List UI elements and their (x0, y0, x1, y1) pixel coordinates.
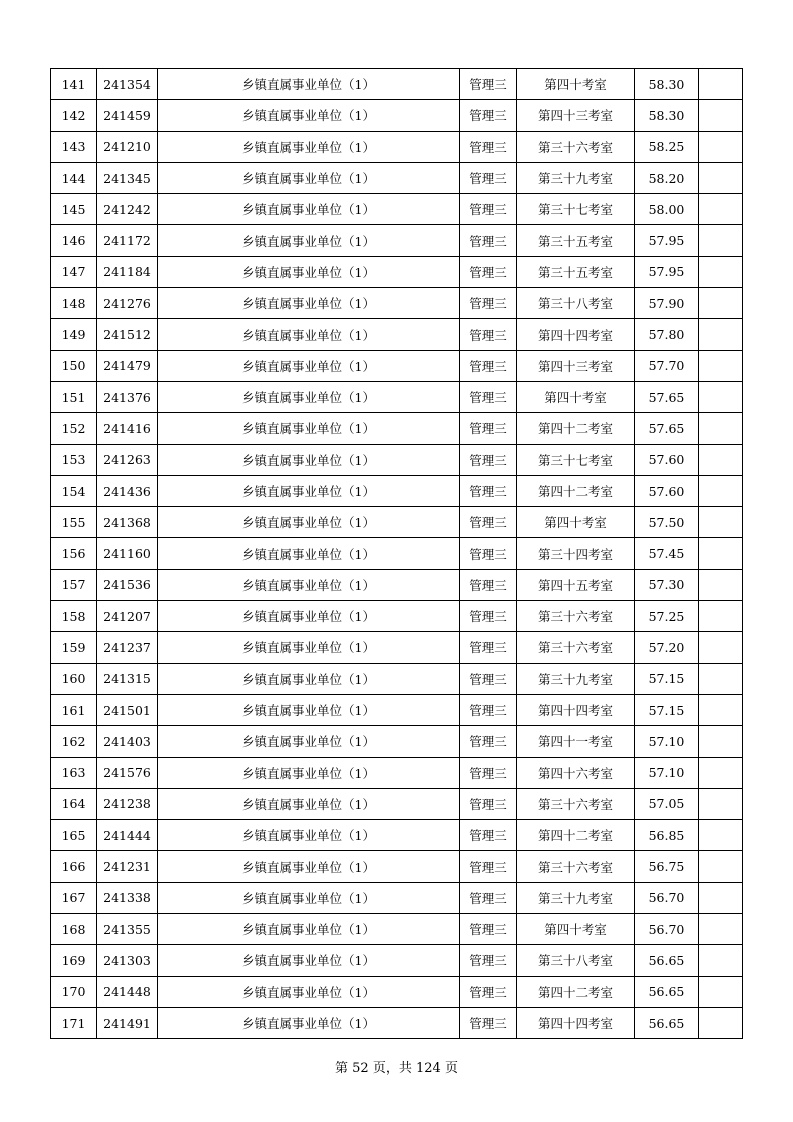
table-row (51, 601, 743, 632)
position-cell: 管理三 (460, 726, 517, 757)
score-cell: 57.10 (635, 757, 699, 788)
exam-room-cell: 第三十四考室 (517, 538, 635, 569)
unit-name-cell: 乡镇直属事业单位（1） (158, 757, 460, 788)
remark-cell (699, 694, 743, 725)
score-cell: 57.20 (635, 632, 699, 663)
score-cell: 56.65 (635, 976, 699, 1007)
table-row (51, 69, 743, 100)
row-seq-cell: 154 (51, 475, 97, 506)
score-cell: 57.70 (635, 350, 699, 381)
unit-name-cell: 乡镇直属事业单位（1） (158, 350, 460, 381)
unit-name-cell: 乡镇直属事业单位（1） (158, 444, 460, 475)
remark-cell (699, 851, 743, 882)
position-cell: 管理三 (460, 914, 517, 945)
table-row (51, 507, 743, 538)
remark-cell (699, 632, 743, 663)
exam-number-cell: 241448 (97, 976, 158, 1007)
score-cell: 56.75 (635, 851, 699, 882)
position-cell: 管理三 (460, 632, 517, 663)
exam-room-cell: 第三十九考室 (517, 663, 635, 694)
score-cell: 57.15 (635, 694, 699, 725)
row-seq-cell: 168 (51, 914, 97, 945)
table-row (51, 256, 743, 287)
exam-number-cell: 241536 (97, 569, 158, 600)
remark-cell (699, 194, 743, 225)
exam-room-cell: 第四十五考室 (517, 569, 635, 600)
exam-number-cell: 241355 (97, 914, 158, 945)
remark-cell (699, 100, 743, 131)
table-row (51, 663, 743, 694)
row-seq-cell: 155 (51, 507, 97, 538)
exam-number-cell: 241303 (97, 945, 158, 976)
position-cell: 管理三 (460, 444, 517, 475)
remark-cell (699, 663, 743, 694)
exam-number-cell: 241338 (97, 882, 158, 913)
exam-number-cell: 241403 (97, 726, 158, 757)
exam-room-cell: 第四十四考室 (517, 1007, 635, 1038)
exam-number-cell: 241479 (97, 350, 158, 381)
unit-name-cell: 乡镇直属事业单位（1） (158, 507, 460, 538)
score-cell: 57.60 (635, 444, 699, 475)
footer-suffix: 页 (444, 1061, 458, 1076)
position-cell: 管理三 (460, 788, 517, 819)
exam-number-cell: 241315 (97, 663, 158, 694)
position-cell: 管理三 (460, 288, 517, 319)
score-cell: 56.85 (635, 820, 699, 851)
row-seq-cell: 158 (51, 601, 97, 632)
score-cell: 57.65 (635, 413, 699, 444)
exam-number-cell: 241501 (97, 694, 158, 725)
remark-cell (699, 131, 743, 162)
position-cell: 管理三 (460, 162, 517, 193)
score-cell: 57.50 (635, 507, 699, 538)
position-cell: 管理三 (460, 413, 517, 444)
remark-cell (699, 914, 743, 945)
exam-room-cell: 第四十考室 (517, 914, 635, 945)
table-row (51, 788, 743, 819)
row-seq-cell: 152 (51, 413, 97, 444)
exam-room-cell: 第三十七考室 (517, 444, 635, 475)
unit-name-cell: 乡镇直属事业单位（1） (158, 475, 460, 506)
remark-cell (699, 820, 743, 851)
remark-cell (699, 225, 743, 256)
exam-number-cell: 241160 (97, 538, 158, 569)
exam-number-cell: 241238 (97, 788, 158, 819)
exam-number-cell: 241276 (97, 288, 158, 319)
score-cell: 58.25 (635, 131, 699, 162)
unit-name-cell: 乡镇直属事业单位（1） (158, 288, 460, 319)
unit-name-cell: 乡镇直属事业单位（1） (158, 381, 460, 412)
position-cell: 管理三 (460, 538, 517, 569)
unit-name-cell: 乡镇直属事业单位（1） (158, 663, 460, 694)
row-seq-cell: 142 (51, 100, 97, 131)
row-seq-cell: 146 (51, 225, 97, 256)
exam-number-cell: 241354 (97, 69, 158, 100)
exam-number-cell: 241459 (97, 100, 158, 131)
position-cell: 管理三 (460, 381, 517, 412)
unit-name-cell: 乡镇直属事业单位（1） (158, 413, 460, 444)
table-row (51, 976, 743, 1007)
exam-room-cell: 第三十九考室 (517, 162, 635, 193)
table-row (51, 726, 743, 757)
position-cell: 管理三 (460, 507, 517, 538)
score-cell: 57.95 (635, 225, 699, 256)
table-row (51, 569, 743, 600)
table-row (51, 100, 743, 131)
footer-page-number: 52 (352, 1061, 369, 1076)
position-cell: 管理三 (460, 976, 517, 1007)
table-row (51, 851, 743, 882)
exam-room-cell: 第三十五考室 (517, 225, 635, 256)
remark-cell (699, 350, 743, 381)
exam-room-cell: 第三十六考室 (517, 632, 635, 663)
score-cell: 57.05 (635, 788, 699, 819)
unit-name-cell: 乡镇直属事业单位（1） (158, 882, 460, 913)
exam-number-cell: 241184 (97, 256, 158, 287)
score-cell: 56.65 (635, 1007, 699, 1038)
remark-cell (699, 882, 743, 913)
table-row (51, 444, 743, 475)
score-cell: 56.70 (635, 882, 699, 913)
row-seq-cell: 156 (51, 538, 97, 569)
position-cell: 管理三 (460, 820, 517, 851)
unit-name-cell: 乡镇直属事业单位（1） (158, 632, 460, 663)
row-seq-cell: 153 (51, 444, 97, 475)
position-cell: 管理三 (460, 663, 517, 694)
remark-cell (699, 601, 743, 632)
exam-room-cell: 第四十考室 (517, 507, 635, 538)
score-cell: 57.30 (635, 569, 699, 600)
unit-name-cell: 乡镇直属事业单位（1） (158, 69, 460, 100)
row-seq-cell: 151 (51, 381, 97, 412)
score-cell: 57.10 (635, 726, 699, 757)
score-cell: 58.20 (635, 162, 699, 193)
table-row (51, 1007, 743, 1038)
row-seq-cell: 171 (51, 1007, 97, 1038)
position-cell: 管理三 (460, 225, 517, 256)
unit-name-cell: 乡镇直属事业单位（1） (158, 194, 460, 225)
score-cell: 57.45 (635, 538, 699, 569)
position-cell: 管理三 (460, 569, 517, 600)
score-cell: 57.15 (635, 663, 699, 694)
table-row (51, 914, 743, 945)
unit-name-cell: 乡镇直属事业单位（1） (158, 1007, 460, 1038)
remark-cell (699, 945, 743, 976)
position-cell: 管理三 (460, 851, 517, 882)
exam-room-cell: 第三十八考室 (517, 288, 635, 319)
exam-number-cell: 241172 (97, 225, 158, 256)
exam-room-cell: 第三十六考室 (517, 851, 635, 882)
exam-room-cell: 第三十九考室 (517, 882, 635, 913)
exam-room-cell: 第四十二考室 (517, 475, 635, 506)
score-cell: 57.90 (635, 288, 699, 319)
exam-room-cell: 第四十四考室 (517, 694, 635, 725)
row-seq-cell: 164 (51, 788, 97, 819)
row-seq-cell: 150 (51, 350, 97, 381)
unit-name-cell: 乡镇直属事业单位（1） (158, 726, 460, 757)
exam-number-cell: 241376 (97, 381, 158, 412)
exam-number-cell: 241207 (97, 601, 158, 632)
exam-room-cell: 第四十考室 (517, 381, 635, 412)
table-row (51, 632, 743, 663)
score-cell: 57.65 (635, 381, 699, 412)
score-cell: 57.80 (635, 319, 699, 350)
exam-room-cell: 第三十七考室 (517, 194, 635, 225)
table-row (51, 350, 743, 381)
exam-room-cell: 第四十六考室 (517, 757, 635, 788)
remark-cell (699, 381, 743, 412)
position-cell: 管理三 (460, 945, 517, 976)
score-cell: 56.65 (635, 945, 699, 976)
row-seq-cell: 165 (51, 820, 97, 851)
remark-cell (699, 507, 743, 538)
row-seq-cell: 147 (51, 256, 97, 287)
position-cell: 管理三 (460, 256, 517, 287)
row-seq-cell: 162 (51, 726, 97, 757)
exam-number-cell: 241231 (97, 851, 158, 882)
table-row (51, 694, 743, 725)
position-cell: 管理三 (460, 350, 517, 381)
position-cell: 管理三 (460, 475, 517, 506)
row-seq-cell: 145 (51, 194, 97, 225)
exam-room-cell: 第三十五考室 (517, 256, 635, 287)
unit-name-cell: 乡镇直属事业单位（1） (158, 788, 460, 819)
table-row (51, 757, 743, 788)
table-row (51, 131, 743, 162)
exam-room-cell: 第四十四考室 (517, 319, 635, 350)
table-row (51, 381, 743, 412)
row-seq-cell: 169 (51, 945, 97, 976)
footer-prefix: 第 (335, 1061, 349, 1076)
row-seq-cell: 166 (51, 851, 97, 882)
table-row (51, 194, 743, 225)
table-row (51, 882, 743, 913)
remark-cell (699, 726, 743, 757)
position-cell: 管理三 (460, 100, 517, 131)
exam-number-cell: 241512 (97, 319, 158, 350)
score-cell: 58.30 (635, 100, 699, 131)
exam-room-cell: 第三十六考室 (517, 601, 635, 632)
unit-name-cell: 乡镇直属事业单位（1） (158, 914, 460, 945)
score-cell: 57.25 (635, 601, 699, 632)
table-row (51, 288, 743, 319)
exam-room-cell: 第四十二考室 (517, 413, 635, 444)
score-cell: 58.30 (635, 69, 699, 100)
remark-cell (699, 444, 743, 475)
position-cell: 管理三 (460, 131, 517, 162)
exam-room-cell: 第四十三考室 (517, 350, 635, 381)
row-seq-cell: 163 (51, 757, 97, 788)
row-seq-cell: 143 (51, 131, 97, 162)
page-footer (0, 1057, 793, 1076)
exam-number-cell: 241444 (97, 820, 158, 851)
unit-name-cell: 乡镇直属事业单位（1） (158, 694, 460, 725)
table-row (51, 820, 743, 851)
footer-middle: 页，共 (372, 1061, 412, 1076)
score-cell: 57.60 (635, 475, 699, 506)
row-seq-cell: 144 (51, 162, 97, 193)
exam-room-cell: 第四十三考室 (517, 100, 635, 131)
unit-name-cell: 乡镇直属事业单位（1） (158, 225, 460, 256)
position-cell: 管理三 (460, 882, 517, 913)
exam-room-cell: 第四十一考室 (517, 726, 635, 757)
unit-name-cell: 乡镇直属事业单位（1） (158, 851, 460, 882)
position-cell: 管理三 (460, 757, 517, 788)
remark-cell (699, 569, 743, 600)
exam-number-cell: 241576 (97, 757, 158, 788)
row-seq-cell: 170 (51, 976, 97, 1007)
table-row (51, 319, 743, 350)
table-row (51, 225, 743, 256)
score-cell: 57.95 (635, 256, 699, 287)
remark-cell (699, 288, 743, 319)
table-row (51, 945, 743, 976)
unit-name-cell: 乡镇直属事业单位（1） (158, 100, 460, 131)
remark-cell (699, 256, 743, 287)
row-seq-cell: 161 (51, 694, 97, 725)
remark-cell (699, 475, 743, 506)
exam-number-cell: 241345 (97, 162, 158, 193)
unit-name-cell: 乡镇直属事业单位（1） (158, 569, 460, 600)
exam-room-cell: 第三十八考室 (517, 945, 635, 976)
remark-cell (699, 788, 743, 819)
remark-cell (699, 757, 743, 788)
unit-name-cell: 乡镇直属事业单位（1） (158, 162, 460, 193)
exam-room-cell: 第四十二考室 (517, 976, 635, 1007)
row-seq-cell: 167 (51, 882, 97, 913)
exam-room-cell: 第三十六考室 (517, 131, 635, 162)
unit-name-cell: 乡镇直属事业单位（1） (158, 131, 460, 162)
exam-number-cell: 241242 (97, 194, 158, 225)
position-cell: 管理三 (460, 194, 517, 225)
position-cell: 管理三 (460, 69, 517, 100)
unit-name-cell: 乡镇直属事业单位（1） (158, 820, 460, 851)
remark-cell (699, 69, 743, 100)
unit-name-cell: 乡镇直属事业单位（1） (158, 538, 460, 569)
exam-room-cell: 第四十二考室 (517, 820, 635, 851)
position-cell: 管理三 (460, 694, 517, 725)
exam-number-cell: 241436 (97, 475, 158, 506)
position-cell: 管理三 (460, 601, 517, 632)
unit-name-cell: 乡镇直属事业单位（1） (158, 256, 460, 287)
table-row (51, 538, 743, 569)
score-cell: 58.00 (635, 194, 699, 225)
row-seq-cell: 160 (51, 663, 97, 694)
score-cell: 56.70 (635, 914, 699, 945)
table-row (51, 162, 743, 193)
position-cell: 管理三 (460, 1007, 517, 1038)
unit-name-cell: 乡镇直属事业单位（1） (158, 976, 460, 1007)
row-seq-cell: 157 (51, 569, 97, 600)
row-seq-cell: 159 (51, 632, 97, 663)
unit-name-cell: 乡镇直属事业单位（1） (158, 945, 460, 976)
remark-cell (699, 319, 743, 350)
table-row (51, 475, 743, 506)
remark-cell (699, 538, 743, 569)
exam-room-cell: 第三十六考室 (517, 788, 635, 819)
exam-number-cell: 241491 (97, 1007, 158, 1038)
footer-total-pages: 124 (416, 1061, 441, 1076)
exam-number-cell: 241416 (97, 413, 158, 444)
exam-number-cell: 241368 (97, 507, 158, 538)
remark-cell (699, 976, 743, 1007)
row-seq-cell: 141 (51, 69, 97, 100)
exam-number-cell: 241210 (97, 131, 158, 162)
table-row (51, 413, 743, 444)
position-cell: 管理三 (460, 319, 517, 350)
remark-cell (699, 1007, 743, 1038)
exam-number-cell: 241237 (97, 632, 158, 663)
results-table (50, 68, 743, 1039)
remark-cell (699, 162, 743, 193)
unit-name-cell: 乡镇直属事业单位（1） (158, 601, 460, 632)
exam-number-cell: 241263 (97, 444, 158, 475)
table-body (51, 69, 743, 1039)
exam-room-cell: 第四十考室 (517, 69, 635, 100)
row-seq-cell: 148 (51, 288, 97, 319)
remark-cell (699, 413, 743, 444)
unit-name-cell: 乡镇直属事业单位（1） (158, 319, 460, 350)
row-seq-cell: 149 (51, 319, 97, 350)
